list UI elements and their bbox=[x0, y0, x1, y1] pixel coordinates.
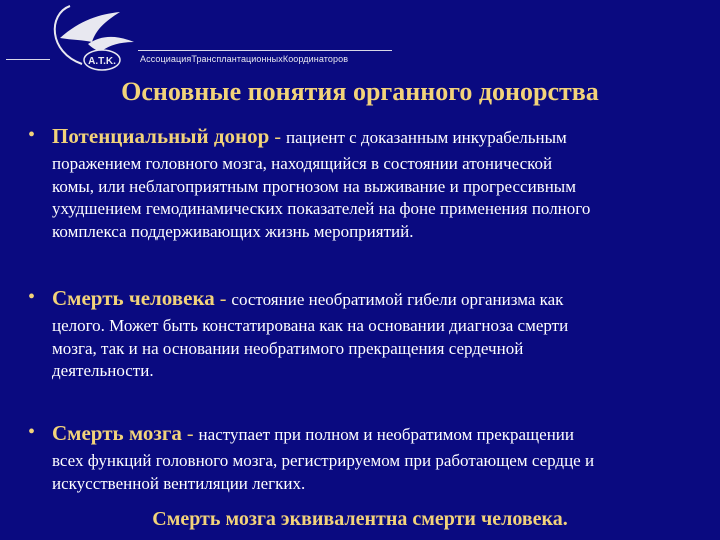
association-logo bbox=[0, 0, 400, 80]
definition-lead: состояние необратимой гибели организма как bbox=[231, 290, 564, 309]
conclusion-text: Смерть мозга эквивалентна смерти человека. bbox=[152, 508, 568, 530]
definition-line: искусственной вентиляции легких. bbox=[52, 473, 306, 493]
slide-title: Основные понятия органного донорства bbox=[121, 77, 599, 106]
definition-line: комплекса поддерживающих жизнь мероприятий. bbox=[52, 221, 414, 241]
header-rule-left bbox=[6, 59, 50, 60]
definition-line: всех функций головного мозга, регистрируемом при работающем сердце и bbox=[52, 451, 595, 470]
definition-line: деятельности. bbox=[52, 361, 154, 380]
definition-term: Потенциальный донор bbox=[52, 124, 270, 148]
bullet-icon: • bbox=[28, 421, 36, 443]
definition-dash: - bbox=[269, 126, 286, 148]
definition-line: мозга, так и на основании необратимого прекращения сердечной bbox=[52, 338, 524, 358]
definition-line: поражением головного мозга, находящийся в состоянии атонической bbox=[52, 154, 553, 173]
definition-line: целого. Может быть констатирована как на основании диагноза смерти bbox=[52, 316, 569, 335]
definition-first-line bbox=[52, 421, 574, 446]
bullet-icon: • bbox=[28, 124, 36, 146]
bullet-icon: • bbox=[28, 286, 36, 308]
definition-dash: - bbox=[181, 423, 199, 445]
definition-term: Смерть мозга bbox=[52, 421, 182, 445]
definition-line: ухудшением гемодинамических показателей на фоне применения полного bbox=[52, 199, 591, 218]
logo-bird bbox=[88, 37, 134, 52]
definition-text bbox=[52, 450, 712, 495]
definition-item bbox=[28, 421, 708, 501]
definition-text bbox=[52, 153, 712, 243]
definition-dash: - bbox=[214, 288, 232, 310]
definition-lead: пациент с доказанным инкурабельным bbox=[285, 128, 567, 147]
header-rule-right bbox=[138, 50, 392, 51]
definition-term: Смерть человека bbox=[52, 286, 215, 310]
definition-first-line bbox=[52, 124, 567, 149]
definition-first-line bbox=[52, 286, 563, 311]
organization-name: АссоциацияТрансплантационныхКоординаторов bbox=[140, 54, 349, 64]
definition-lead: наступает при полном и необратимом прекращении bbox=[198, 425, 574, 444]
logo-text: A.T.K. bbox=[88, 56, 116, 67]
definition-item bbox=[28, 286, 708, 386]
definition-text bbox=[52, 315, 712, 383]
definition-line: комы, или неблагоприятным прогнозом на выживание и прогрессивным bbox=[52, 176, 576, 196]
definition-item bbox=[28, 124, 708, 254]
